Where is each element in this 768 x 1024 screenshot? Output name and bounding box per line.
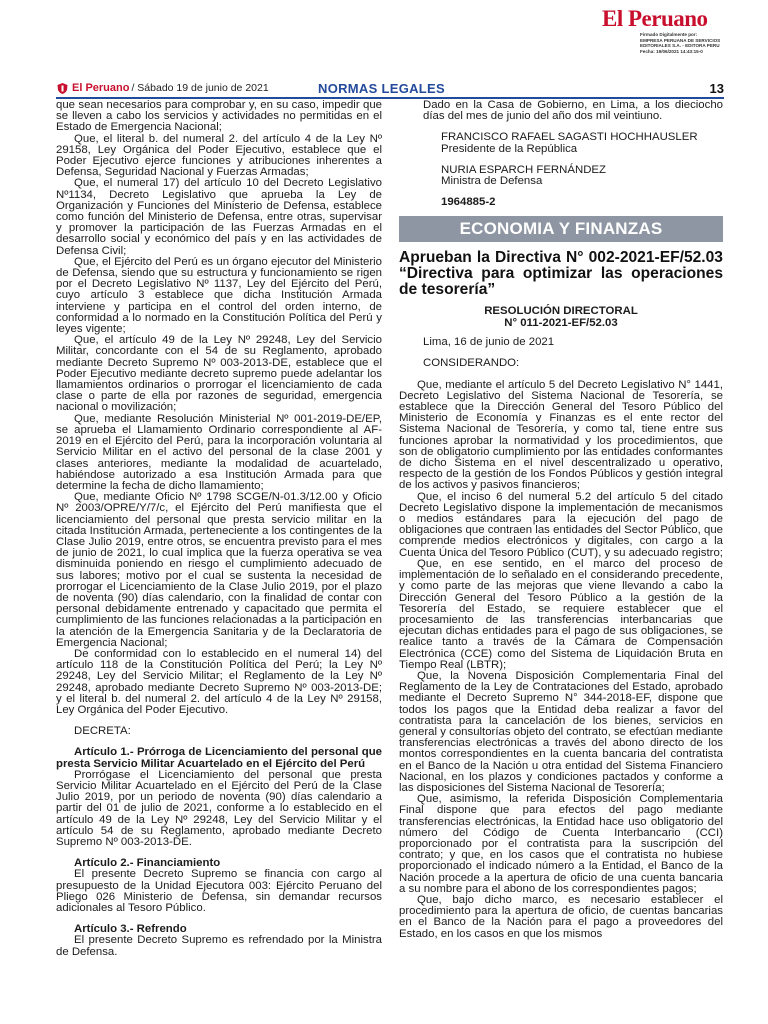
- paragraph: Que, el inciso 6 del numeral 5.2 del artículo 5 del citado Decreto Legislativo dispone la implementación de mecanismos o medios estándares para la ejecución del pago de obligaciones que contraen las entidades del Sector Público, que comprende medios electrónicos y digitales, con cargo a la Cuenta Única del Tesoro Público (CUT), y su adecuado registro;: [399, 490, 723, 559]
- paragraph: Que, el artículo 49 de la Ley Nº 29248, Ley del Servicio Militar, concordante con el 54 de su Reglamento, aprobado mediante Decreto Supremo Nº 003-2013-DE, establece que el Poder Ejecutivo mediante decreto supremo puede adelantar los llamamientos ordinarios o prorrogar el licenciamiento de cada clase o parte de ella por razones de seguridad, emergencia nacional o movilización;: [56, 334, 382, 414]
- stamp-line: Fecha: 19/06/2021 14:43:15-0: [640, 48, 703, 54]
- stamp-line: EDITORIALES S.A. - EDITORA PERU: [640, 43, 720, 49]
- header-logo-text: El Peruano: [72, 82, 130, 94]
- paragraph: que sean necesarios para comprobar y, en su caso, impedir que se lleven a cabo los servicios y actividades no permitidas en el Estado de Emergencia Nacional;: [56, 99, 382, 134]
- signer-title: Presidente de la República: [441, 142, 578, 155]
- paragraph: Que, mediante Resolución Ministerial Nº 001-2019-DE/EP, se aprueba el Llamamiento Ordinario correspondiente al AF-2019 en el Ejército del Perú, para la incorporación voluntaria al Servicio Militar en el activo del personal de la clase 2001 y clases anteriores, mediante la modalidad de acuartelado, habiéndose autorizado a esa Institución Armada para que determine la fecha de dicho llamamiento;: [56, 412, 382, 492]
- article-title: Artículo 2.- Financiamiento: [74, 857, 221, 870]
- signer-name: FRANCISCO RAFAEL SAGASTI HOCHHAUSLER: [441, 131, 698, 144]
- place-date: Lima, 16 de junio de 2021: [423, 336, 555, 349]
- stamp-line: EMPRESA PERUANA DE SERVICIOS: [640, 37, 721, 43]
- right-column: [399, 100, 723, 940]
- page-number: 13: [709, 80, 724, 96]
- paragraph: El presente Decreto Supremo es refrendado por la Ministra de Defensa.: [56, 934, 382, 958]
- paragraph: El presente Decreto Supremo se financia con cargo al presupuesto de la Unidad Ejecutora 003: Ejército Peruano del Pliego 026 Ministerio de Defensa, sin demandar recursos adicionales al Tesoro Público.: [56, 868, 382, 915]
- paragraph: Que, el Ejército del Perú es un órgano ejecutor del Ministerio de Defensa, siendo que su estructura y funcionamiento se rigen por el Decreto Legislativo Nº 1137, Ley del Ejército del Perú, cuyo artículo 3 establece que dicha Institución Armada interviene y participa en el control del orden interno, de conformidad a lo normado en la Constitución Política del Perú y leyes vigente;: [56, 255, 382, 336]
- paragraph: Que, bajo dicho marco, es necesario establecer el procedimiento para la apertura de oficio, de cuentas bancarias en el Banco de la Nación para el pago a proveedores del Estado, en los casos en que los mismos: [399, 893, 723, 940]
- paragraph: Que, mediante el artículo 5 del Decreto Legislativo N° 1441, Decreto Legislativo del Sistema Nacional de Tesorería, se establece que la Dirección General del Tesoro Público del Ministerio de Economía y Finanzas es el ente rector del Sistema Nacional de Tesorería, y como tal, tiene entre sus funciones aprobar la normatividad y los procedimientos, que son de obligatorio cumplimiento por las entidades conformantes de dicho Sistema en el nivel descentralizado u operativo, respecto de la gestión de los Fondos Públicos y gestión integral de los activos y pasivos financieros;: [399, 378, 723, 492]
- paragraph: Que, la Novena Disposición Complementaria Final del Reglamento de la Ley de Contrataciones del Estado, aprobado mediante el Decreto Supremo N° 344-2018-EF, dispone que todos los pagos que la Entidad deba realizar a favor del contratista para la cancelación de los bienes, servicios en general y consultorías objeto del contrato, se efectúan mediante transferencias electrónicas a través del abono directo de los montos correspondientes en la cuenta bancaria del contratista en el Banco de la Nación u otra entidad del Sistema Financiero Nacional, en los plazos y condiciones pactados y conforme a las disposiciones del Sistema Nacional de Tesorería;: [399, 669, 723, 794]
- resolution-title-line: RESOLUCIÓN DIRECTORAL: [484, 305, 638, 318]
- headline: Aprueban la Directiva N° 002-2021-EF/52.03 “Directiva para optimizar las operaciones de tesorería”: [399, 249, 723, 299]
- digital-signature-stamp: [640, 32, 760, 54]
- masthead-logo: [602, 6, 742, 31]
- stamp-line: Firmado Digitalmente por:: [640, 32, 698, 37]
- paragraph: Que, el numeral 17) del artículo 10 del Decreto Legislativo Nº1134, Decreto Legislativo que aprueba la Ley de Organización y Funciones del Ministerio de Defensa, establece como función del Ministerio de Defensa, entre otras, supervisar y promover la participación de las Fuerzas Armadas en el desarrollo social y económico del país y en las actividades de Defensa Civil;: [56, 177, 382, 257]
- paragraph: Que, mediante Oficio Nº 1798 SCGE/N-01.3/12.00 y Oficio Nº 2003/OPRE/Y/7/c, el Ejército del Perú manifiesta que el licenciamiento del personal que presta servicio militar en la citada Institución Armada, perteneciente a los contingentes de la Clase Julio 2019, entre otros, se encuentra previsto para el mes de junio de 2021, lo cual implica que la fuerza operativa se vea disminuida poniendo en riesgo el cumplimiento adecuado de sus labores; motivo por el cual se sustenta la necesidad de prorrogar el Licenciamiento de la Clase Julio 2019, por el plazo de noventa (90) días calendario, con la finalidad de contar con personal debidamente entrenado y capacitado que permita el cumplimiento de las funciones relacionadas a la participación en la atención de la Emergencia Sanitaria y de la Declaratoria de Emergencia Nacional;: [56, 491, 382, 649]
- article-title: Artículo 3.- Refrendo: [74, 923, 187, 936]
- signer-title: Ministra de Defensa: [441, 175, 543, 188]
- header-section: NORMAS LEGALES: [318, 80, 445, 96]
- publication-code: 1964885-2: [441, 196, 496, 209]
- section-band: ECONOMIA Y FINANZAS: [399, 216, 723, 242]
- paragraph: Que, asimismo, la referida Disposición Complementaria Final dispone que para efectos del pago mediante transferencias electrónicas, la Entidad hace uso obligatorio del número del Código de Cuenta Interbancario (CCI) proporcionado por el contratista para la suscripción del contrato; y que, en los casos que el contratista no hubiese proporcionado el indicado número a la Entidad, el Banco de la Nación procede a la apertura de oficio de una cuenta bancaria a su nombre para el abono de los correspondientes pagos;: [399, 793, 723, 895]
- coat-of-arms-icon: [56, 82, 69, 95]
- resolution-title: [399, 306, 723, 329]
- resolution-number: N° 011-2021-EF/52.03: [504, 316, 618, 329]
- header-logo: [56, 82, 129, 95]
- article-title: Artículo 1.- Prórroga de Licenciamiento del personal que presta Servicio Militar Acuartelado en el Ejército del Perú: [56, 746, 382, 770]
- considerando-heading: CONSIDERANDO:: [423, 357, 520, 370]
- page-header: [56, 78, 724, 98]
- paragraph: Que, el literal b. del numeral 2. del artículo 4 de la Ley Nº 29158, Ley Orgánica del Poder Ejecutivo, establece que el Poder Ejecutivo ejerce funciones y atribuciones inherentes a Defensa, Seguridad Nacional y Fuerzas Armadas;: [56, 132, 382, 179]
- paragraph: Que, en ese sentido, en el marco del proceso de implementación de lo señalado en el considerando precedente, y como parte de las mejoras que viene llevando a cabo la Dirección General del Tesoro Público a la gestión de la Tesorería del Estado, se requiere establecer que el procesamiento de las transferencias interbancarias que ejecutan dichas entidades para el pago de sus obligaciones, se realice tanto a través de la Cámara de Compensación Electrónica (CCE) como del Sistema de Liquidación Bruta en Tiempo Real (LBTR);: [399, 557, 723, 671]
- paragraph: Prorrógase el Licenciamiento del personal que presta Servicio Militar Acuartelado en el Ejército del Perú de la Clase Julio 2019, por un periodo de noventa (90) días calendario a partir del 01 de julio de 2021, conforme a lo establecido en el artículo 49 de la Ley Nº 29248, Ley del Servicio Militar y el artículo 54 de su Reglamento, aprobado mediante Decreto Supremo Nº 003-2013-DE.: [56, 768, 382, 848]
- paragraph: DECRETA:: [74, 725, 131, 738]
- signer-name: NURIA ESPARCH FERNÁNDEZ: [441, 163, 606, 176]
- right-body: [399, 380, 723, 940]
- masthead-logo-text: El Peruano: [602, 6, 708, 31]
- closing-paragraph: Dado en la Casa de Gobierno, en Lima, a los dieciocho días del mes de junio del año dos mil veintiuno.: [423, 99, 723, 123]
- paragraph: De conformidad con lo establecido en el numeral 14) del artículo 118 de la Constitución Política del Perú; la Ley Nº 29248, Ley del Servicio Militar; el Reglamento de la Ley Nº 29248, aprobado mediante Decreto Supremo Nº 003-2013-DE; y el literal b. del numeral 2. del artículo 4 de la Ley Nº 29158, Ley Orgánica del Poder Ejecutivo.: [56, 647, 382, 716]
- header-date: / Sábado 19 de junio de 2021: [131, 82, 269, 94]
- left-column: [56, 100, 382, 958]
